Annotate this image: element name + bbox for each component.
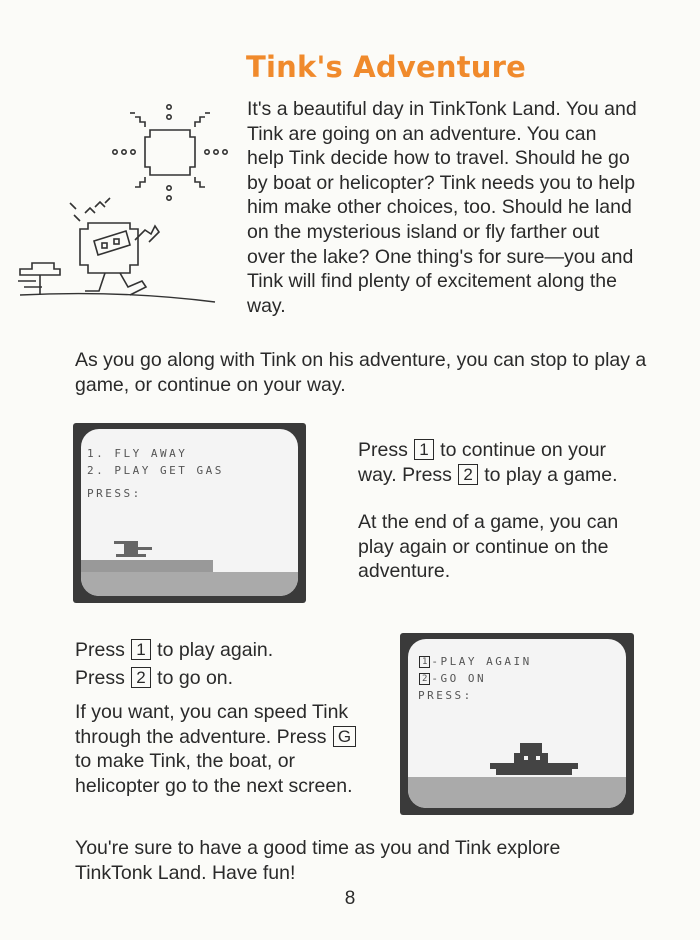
lake: [408, 777, 626, 808]
press-text-2: to continue on your way. Press: [358, 439, 607, 486]
intro-paragraph: It's a beautiful day in TinkTonk Land. You and Tink are going on an adventure. You can help Tink decide how to travel. Should he go by boat or helicopter? Tink needs you to help him make other choices, too. Should he land on the mysterious island or fly farther out over the lake? One thing's for sure—you and Tink will find plenty of excitement along the way.: [247, 98, 637, 317]
speed-paragraph: [75, 700, 360, 798]
play-again-press: Press: [75, 639, 125, 661]
screen2-prompt: PRESS:: [418, 689, 473, 702]
screen-key-1-icon: 1: [419, 656, 430, 668]
game-screen-1: [73, 423, 306, 603]
sun-icon: [113, 105, 227, 200]
screen1-option-1: 1. FLY AWAY: [87, 447, 188, 460]
end-of-game-text: At the end of a game, you can play again or continue on the adventure.: [358, 511, 619, 583]
key-g-icon: G: [333, 726, 356, 747]
go-on-text: to go on.: [157, 666, 234, 689]
screen2-option-1: [418, 653, 532, 670]
lake: [81, 572, 298, 596]
go-along-paragraph: As you go along with Tink on his adventure, you can stop to play a game, or continue on your way.: [75, 349, 647, 396]
left-instructions: [75, 638, 375, 799]
game-screen-2: [400, 633, 634, 815]
key-1-icon: 1: [414, 439, 433, 460]
key-2-icon: 2: [458, 464, 477, 485]
tink-character: [70, 198, 159, 295]
play-again-text: to play again.: [157, 639, 274, 661]
press-text-3: to play a game.: [484, 463, 618, 486]
page-title: Tink's Adventure: [246, 50, 526, 84]
screen1-option-2: 2. PLAY GET GAS: [87, 464, 224, 477]
island-strip: [81, 560, 213, 572]
key-2-icon: 2: [131, 667, 150, 688]
closing-paragraph: You're sure to have a good time as you and Tink explore TinkTonk Land. Have fun!: [75, 837, 561, 884]
tink-illustration: [10, 95, 235, 310]
tree-icon: [18, 263, 60, 295]
key-1-icon: 1: [131, 639, 150, 660]
speed-text-1: If you want, you can speed Tink through the adventure. Press: [75, 701, 349, 748]
go-on-press: Press: [75, 666, 125, 689]
screen2-option-2-text: -GO ON: [431, 672, 487, 685]
screen1-prompt: PRESS:: [87, 487, 142, 500]
speed-text-2: to make Tink, the boat, or helicopter go to the next screen.: [75, 750, 353, 797]
press-text-1: Press: [358, 439, 408, 461]
press-instructions: [358, 438, 648, 584]
go-on-line: [75, 666, 375, 691]
screen2-option-2: [418, 670, 532, 687]
play-again-line: [75, 638, 375, 663]
ground-line: [20, 294, 215, 302]
page-number: 8: [344, 888, 356, 909]
screen-key-2-icon: 2: [419, 673, 430, 685]
screen2-option-1-text: -PLAY AGAIN: [431, 655, 532, 668]
